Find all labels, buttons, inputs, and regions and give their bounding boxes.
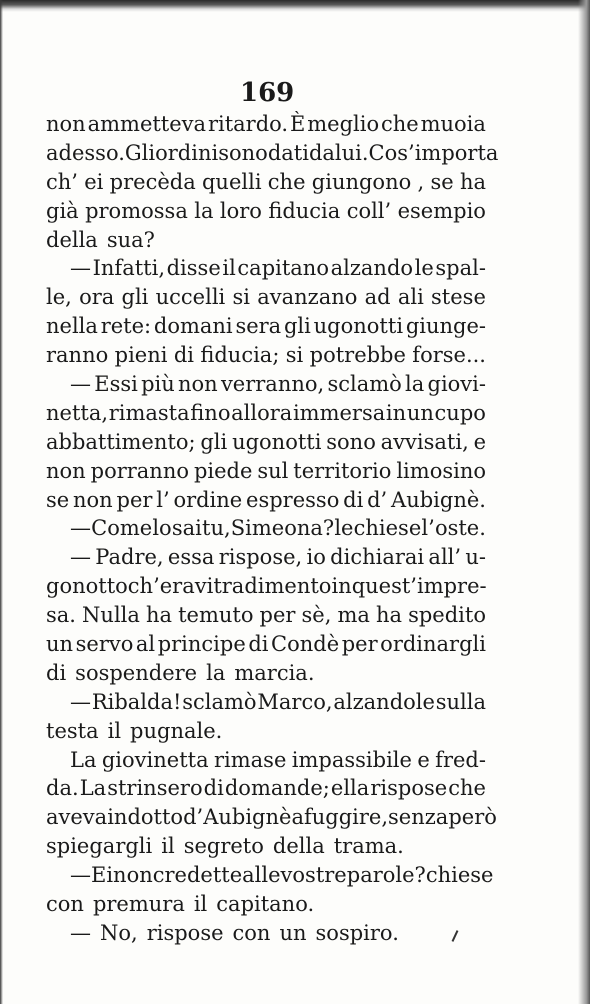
- word: pieni: [114, 343, 168, 368]
- word: al: [135, 632, 156, 657]
- word: Ei: [91, 863, 114, 888]
- word: gli: [200, 429, 228, 454]
- word: Ribalda!: [91, 689, 182, 714]
- word: —: [70, 372, 91, 397]
- word: netta,: [46, 400, 109, 425]
- word: il: [107, 718, 122, 743]
- word: uccelli: [155, 285, 226, 310]
- word: alzandole: [333, 689, 435, 714]
- body-text: [46, 110, 499, 948]
- text-line: [46, 370, 486, 399]
- word: marcia.: [234, 660, 315, 685]
- word: Simeona?: [230, 516, 335, 541]
- word: sclamò: [182, 689, 257, 714]
- text-line: [46, 919, 486, 948]
- word: ha: [145, 603, 173, 628]
- word: Gli: [124, 140, 156, 165]
- word: Cos’: [368, 140, 415, 165]
- text-line: [46, 774, 486, 803]
- text-line: [46, 283, 486, 312]
- word: spedito: [408, 603, 486, 628]
- word: quest’: [351, 574, 417, 599]
- word: sai: [171, 516, 202, 541]
- word: esempio: [397, 198, 486, 223]
- word: se: [46, 487, 70, 512]
- word: sulla: [435, 689, 486, 714]
- word: impassibile: [291, 747, 412, 772]
- word: già: [46, 198, 79, 223]
- word: della: [272, 834, 325, 859]
- word: ella: [330, 776, 370, 801]
- word: territorio: [293, 458, 392, 483]
- word: rispose: [370, 776, 448, 801]
- word: sono: [326, 429, 376, 454]
- word: e: [473, 429, 486, 454]
- text-line: [46, 399, 486, 428]
- word: precèda: [109, 169, 196, 194]
- word: importa: [414, 140, 499, 165]
- word: ch’: [127, 574, 160, 599]
- word: con: [232, 920, 271, 945]
- word: di: [343, 487, 364, 512]
- word: sclamò: [327, 372, 402, 397]
- word: potrebbe: [309, 343, 406, 368]
- word: eravi: [159, 574, 214, 599]
- word: domani: [153, 314, 233, 339]
- word: giunge-: [405, 314, 486, 339]
- word: sa.: [46, 603, 76, 628]
- word: La: [79, 776, 107, 801]
- word: avvisati,: [380, 429, 469, 454]
- word: stese: [431, 285, 486, 310]
- word: Condè: [271, 632, 340, 657]
- text-line: [46, 226, 486, 255]
- word: principe: [157, 632, 246, 657]
- word: se: [430, 169, 454, 194]
- word: l’: [156, 487, 170, 512]
- word: muoia: [420, 112, 486, 136]
- word: ,: [417, 169, 425, 194]
- word: all’: [428, 545, 462, 570]
- word: ha: [375, 603, 403, 628]
- word: fuggire,: [303, 805, 389, 830]
- word: gonotto: [46, 574, 128, 599]
- text-line: [46, 688, 486, 717]
- word: rete:: [100, 314, 152, 339]
- word: spal-: [435, 256, 486, 281]
- text-line: [46, 457, 486, 486]
- word: Marco,: [257, 689, 333, 714]
- text-line: [46, 197, 486, 226]
- word: che: [380, 112, 419, 136]
- word: verranno,: [220, 372, 325, 397]
- word: forse...: [412, 343, 486, 368]
- word: alle: [242, 863, 281, 888]
- word: impre-: [416, 574, 487, 599]
- word: però: [448, 805, 497, 830]
- word: d’: [367, 487, 388, 512]
- word: a: [291, 805, 304, 830]
- word: le,: [46, 285, 72, 310]
- text-line: [46, 717, 486, 746]
- word: rimase: [213, 747, 287, 772]
- word: immersa: [292, 400, 386, 425]
- word: senza: [388, 805, 449, 830]
- text-line: [46, 746, 486, 775]
- text-line: [46, 861, 494, 890]
- word: vostre: [280, 863, 347, 888]
- text-line: [46, 254, 486, 283]
- word: l’: [421, 516, 435, 541]
- text-line: [46, 514, 486, 543]
- word: chiese: [353, 516, 422, 541]
- word: la: [206, 660, 226, 685]
- word: Infatti,: [92, 256, 165, 281]
- word: avanzano: [257, 285, 358, 310]
- word: indotto: [107, 805, 184, 830]
- text-line: [46, 139, 499, 168]
- word: domande;: [224, 776, 330, 801]
- word: giungono: [311, 169, 412, 194]
- word: ora: [79, 285, 115, 310]
- text-line: [46, 341, 486, 370]
- word: fiducia: [268, 198, 341, 223]
- word: io: [306, 545, 326, 570]
- word: in: [331, 574, 352, 599]
- word: dati: [267, 140, 309, 165]
- word: di: [203, 776, 224, 801]
- word: tradimento: [213, 574, 332, 599]
- word: porranno: [90, 458, 190, 483]
- word: sua?: [106, 227, 155, 252]
- word: oste.: [434, 516, 486, 541]
- word: fiducia;: [200, 343, 280, 368]
- word: Padre,: [95, 545, 164, 570]
- word: nella: [46, 314, 98, 339]
- word: Aubignè: [203, 805, 292, 830]
- word: ordine: [173, 487, 243, 512]
- word: gli: [283, 314, 311, 339]
- word: coll’: [346, 198, 392, 223]
- word: Nulla: [82, 603, 140, 628]
- text-line: [46, 312, 486, 341]
- text-line: [46, 832, 486, 861]
- text-line: [46, 428, 486, 457]
- word: ordinargli: [380, 632, 486, 657]
- word: —: [70, 920, 91, 945]
- word: segreto: [183, 834, 264, 859]
- word: No,: [100, 920, 138, 945]
- word: pugnale.: [130, 718, 223, 743]
- word: trama.: [333, 834, 404, 859]
- word: sono: [218, 140, 268, 165]
- word: si: [285, 343, 304, 368]
- word: di: [248, 632, 269, 657]
- word: La: [70, 747, 97, 772]
- word: sera: [235, 314, 282, 339]
- word: premura: [92, 892, 185, 917]
- text-line: [46, 543, 486, 572]
- word: il: [193, 892, 208, 917]
- word: credette: [152, 863, 243, 888]
- word: promossa: [85, 198, 188, 223]
- word: temuto: [178, 603, 254, 628]
- word: ritardo.: [207, 112, 289, 136]
- text-line: [46, 110, 486, 139]
- word: non: [113, 863, 153, 888]
- word: chiese: [425, 863, 494, 888]
- word: ali: [397, 285, 424, 310]
- word: testa: [46, 718, 99, 743]
- word: loro: [219, 198, 262, 223]
- text-line: [46, 168, 486, 197]
- word: rispose: [146, 920, 224, 945]
- word: —: [70, 863, 91, 888]
- word: ei: [84, 169, 104, 194]
- word: quelli: [201, 169, 262, 194]
- word: ugonotti: [313, 314, 404, 339]
- word: in: [385, 400, 407, 425]
- word: non: [46, 458, 86, 483]
- word: per: [116, 487, 153, 512]
- word: dichiarai: [330, 545, 425, 570]
- word: meglio: [307, 112, 380, 136]
- page-right-edge: [578, 0, 590, 1004]
- word: lui.: [334, 140, 369, 165]
- word: servo: [75, 632, 134, 657]
- word: abbattimento;: [46, 429, 196, 454]
- text-line: [46, 803, 497, 832]
- word: È: [290, 112, 306, 136]
- word: u-: [465, 545, 486, 570]
- page-left-edge: [0, 0, 3, 1004]
- word: da.: [46, 776, 79, 801]
- word: che: [267, 169, 306, 194]
- word: adesso.: [46, 140, 125, 165]
- word: ha: [459, 169, 486, 194]
- word: il: [222, 256, 236, 281]
- text-line: [46, 659, 486, 688]
- word: —: [70, 545, 91, 570]
- word: il: [161, 834, 175, 859]
- word: la: [405, 372, 425, 397]
- word: strinsero: [107, 776, 203, 801]
- word: sospiro.: [315, 920, 399, 945]
- word: non: [73, 487, 113, 512]
- word: Come: [91, 516, 153, 541]
- word: che: [448, 776, 486, 801]
- word: limosino: [396, 458, 486, 483]
- text-line: [46, 630, 486, 659]
- word: gli: [121, 285, 149, 310]
- word: le: [414, 256, 434, 281]
- word: giovinetta: [101, 747, 209, 772]
- page-top-edge: [0, 0, 590, 12]
- word: allora: [231, 400, 293, 425]
- word: —: [70, 689, 91, 714]
- word: per: [259, 603, 296, 628]
- word: di: [173, 343, 194, 368]
- word: ch’: [46, 169, 78, 194]
- word: ad: [364, 285, 391, 310]
- word: sul: [257, 458, 289, 483]
- word: parole?: [346, 863, 426, 888]
- word: cupo: [434, 400, 486, 425]
- word: un: [46, 632, 74, 657]
- word: capitano: [237, 256, 329, 281]
- word: giovi-: [427, 372, 486, 397]
- word: per: [341, 632, 378, 657]
- word: da: [308, 140, 335, 165]
- word: fred-: [435, 747, 486, 772]
- word: capitano.: [216, 892, 315, 917]
- word: con: [46, 892, 84, 917]
- word: sospendere: [75, 660, 198, 685]
- word: ammetteva: [87, 112, 207, 136]
- word: —: [70, 256, 91, 281]
- word: fino: [190, 400, 231, 425]
- word: sè,: [301, 603, 332, 628]
- page-number: 169: [240, 78, 295, 108]
- word: alzando: [330, 256, 414, 281]
- text-line: [46, 486, 486, 515]
- word: rimasta: [108, 400, 190, 425]
- word: rispose,: [218, 545, 303, 570]
- word: della: [46, 227, 98, 252]
- text-line: [46, 890, 486, 919]
- word: Aubignè.: [391, 487, 486, 512]
- word: d’: [183, 805, 204, 830]
- word: non: [46, 112, 86, 136]
- word: di: [46, 660, 67, 685]
- word: piede: [193, 458, 253, 483]
- word: aveva: [46, 805, 108, 830]
- word: ordini: [155, 140, 219, 165]
- text-line: [46, 572, 486, 601]
- word: e: [417, 747, 430, 772]
- word: più: [141, 372, 175, 397]
- text-line: [46, 601, 486, 630]
- word: espresso: [246, 487, 340, 512]
- word: la: [194, 198, 214, 223]
- word: lo: [152, 516, 172, 541]
- word: ranno: [46, 343, 109, 368]
- word: disse: [166, 256, 221, 281]
- word: —: [70, 516, 91, 541]
- word: essa: [167, 545, 215, 570]
- word: un: [279, 920, 307, 945]
- word: tu,: [202, 516, 231, 541]
- word: spiegargli: [46, 834, 153, 859]
- word: le: [334, 516, 354, 541]
- word: non: [178, 372, 218, 397]
- word: si: [232, 285, 250, 310]
- word: Essi: [94, 372, 138, 397]
- word: ugonotti: [232, 429, 322, 454]
- word: ma: [337, 603, 370, 628]
- word: un: [406, 400, 434, 425]
